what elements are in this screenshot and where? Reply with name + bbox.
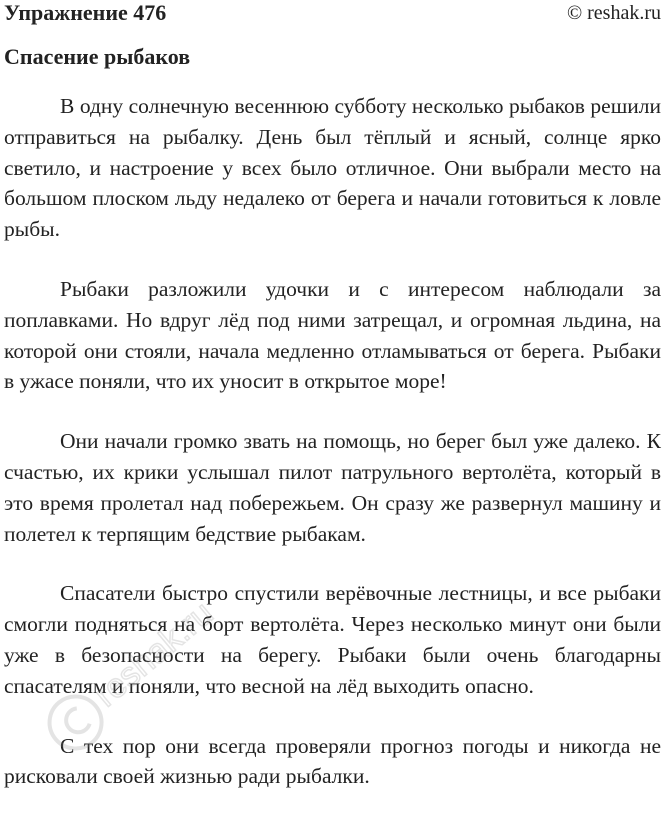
paragraph-1: В одну солнечную весеннюю субботу несколько рыбаков решили отправиться на рыбалку. День был тёплый и ясный, солнце ярко светило, и настроение у всех было отличное. Они выбрали место на большом плоском льду недалеко от берега и начали готовиться к ловле рыбы. xyxy=(4,94,661,242)
watermark-text: reshak.ru xyxy=(87,594,221,715)
story-body xyxy=(4,91,661,821)
paragraph-3: Они начали громко звать на помощь, но берег был уже далеко. К счастью, их крики услышал пилот патрульного вертолёта, который в это время пролетал над побережьем. Он сразу же развернул машину и полетел к терпящим бедствие рыбакам. xyxy=(4,429,661,546)
story-title: Спасение рыбаков xyxy=(4,44,191,69)
paragraph-4: Спасатели быстро спустили верёвочные лестницы, и все рыбаки смогли подняться на борт вертолёта. Через несколько минут они были уже в безопасности на берегу. Рыбаки были очень благодарны спасателям и поняли, что весной на лёд выходить опасно. xyxy=(4,581,661,698)
copyright-notice: © reshak.ru xyxy=(566,2,661,24)
exercise-title: Упражнение 476 xyxy=(4,0,167,25)
paragraph-5: С тех пор они всегда проверяли прогноз погоды и никогда не рисковали своей жизнью ради рыбалки. xyxy=(4,733,661,789)
paragraph-2: Рыбаки разложили удочки и с интересом наблюдали за поплавками. Но вдруг лёд под ними затрещал, и огромная льдина, на которой они стояли, начала медленно отламываться от берега. Рыбаки в ужасе поняли, что их уносит в открытое море! xyxy=(4,276,661,394)
page-header xyxy=(0,0,665,30)
